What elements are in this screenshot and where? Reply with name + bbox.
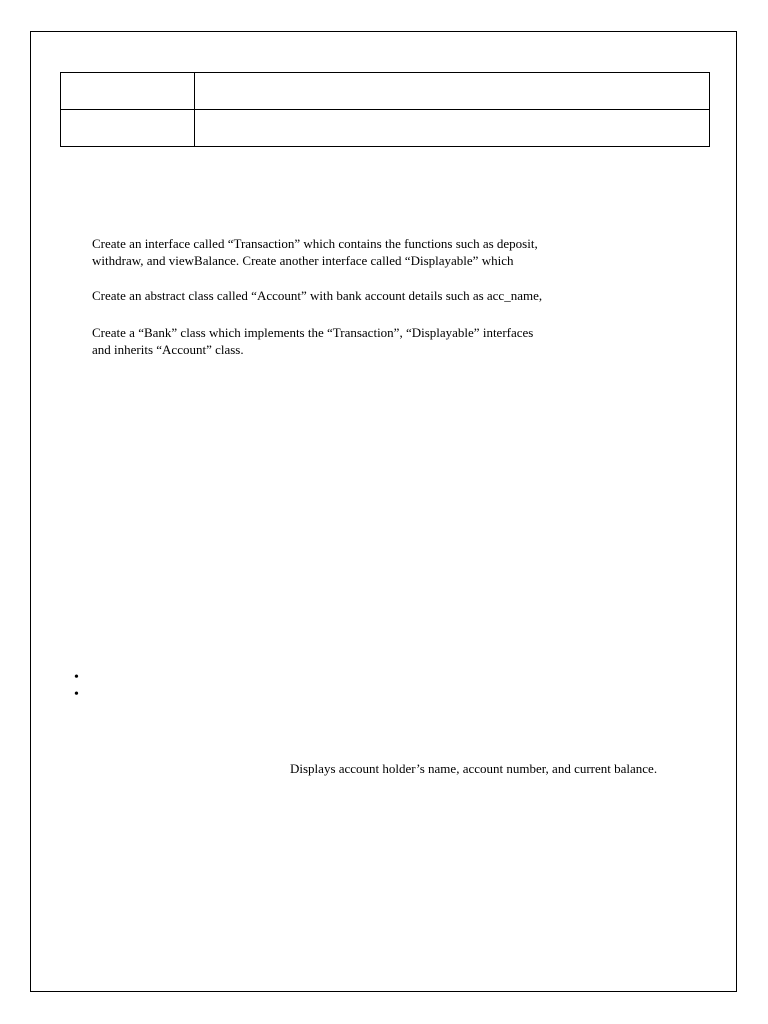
- paragraph-line: Create an interface called “Transaction” which contains the functions such as deposit,: [92, 236, 538, 251]
- paragraph-line: withdraw, and viewBalance. Create another interface called “Displayable” which: [92, 253, 514, 268]
- header-table: [60, 72, 710, 147]
- paragraph-line: Create a “Bank” class which implements the “Transaction”, “Displayable” interfaces: [92, 325, 534, 340]
- account-class-paragraph: [92, 287, 652, 304]
- bullet-point: •: [74, 687, 79, 702]
- paragraph-line: and inherits “Account” class.: [92, 342, 244, 357]
- bank-class-paragraph: [92, 324, 652, 358]
- table-cell: [195, 110, 710, 147]
- page-border: [30, 31, 737, 992]
- table-cell: [61, 73, 195, 110]
- transaction-interface-paragraph: [92, 235, 652, 269]
- table-cell: [195, 73, 710, 110]
- bullet-point: •: [74, 670, 79, 685]
- table-row: [61, 110, 710, 147]
- display-method-description: Displays account holder’s name, account number, and current balance.: [290, 761, 658, 776]
- table-row: [61, 73, 710, 110]
- paragraph-line: Create an abstract class called “Account” with bank account details such as acc_name,: [92, 288, 543, 303]
- table-cell: [61, 110, 195, 147]
